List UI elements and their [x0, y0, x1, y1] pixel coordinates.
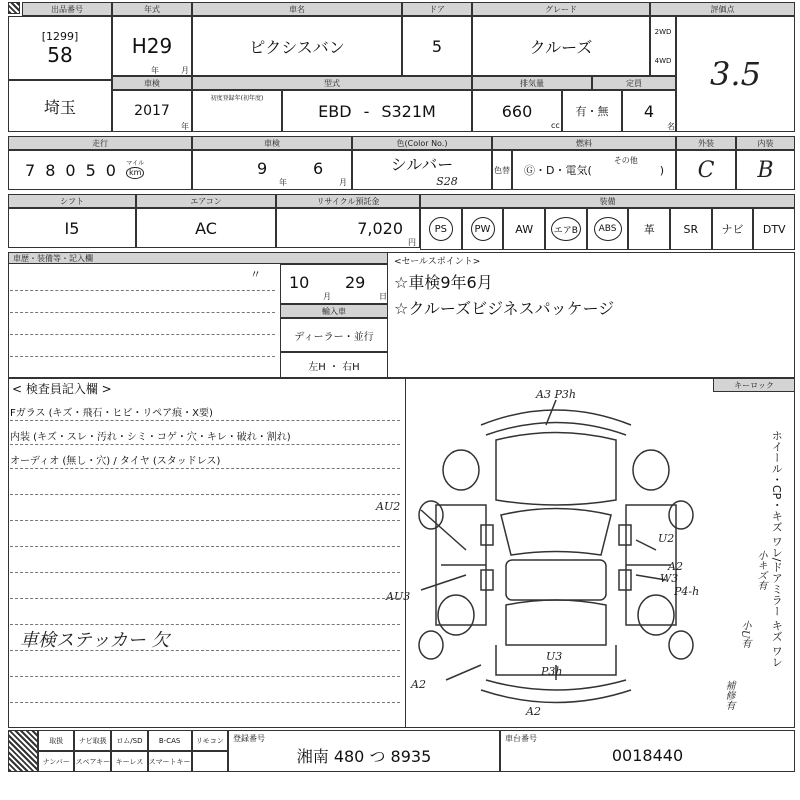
rear-window [506, 600, 606, 645]
exterior-grade: C [697, 157, 715, 183]
recycle-fee: 7,020 [357, 218, 403, 238]
fuel-options: Ⓖ・D・電気( [523, 164, 592, 177]
recycle-cell [276, 208, 420, 248]
inspection-header: 車検 [192, 136, 352, 150]
front-right-wheel [633, 450, 669, 490]
sale-point-2: ☆クルーズビジネスパッケージ [394, 299, 615, 318]
grade-header: グレード [472, 2, 650, 16]
equipment-airbag-label: エアB [551, 217, 581, 241]
inspection-month: 6 [313, 159, 324, 178]
fuel-close: ) [659, 163, 665, 177]
interior-grade: B [757, 157, 774, 183]
mileage-digit-3: 0 [65, 160, 76, 180]
fuel-cell [512, 150, 676, 190]
mileage-header: 走行 [8, 136, 192, 150]
grade: クルーズ [472, 16, 650, 76]
windshield [501, 509, 611, 556]
front-left-wheel [443, 450, 479, 490]
model-code-prefix: EBD [318, 101, 352, 121]
footer-col2-bot: スペアキー [74, 751, 111, 772]
turbo: 有・無 [562, 90, 622, 132]
inspector-rule-6 [10, 546, 400, 547]
equipment-ps [420, 208, 462, 250]
inspector-header: < 検査員記入欄 > [12, 382, 112, 396]
equipment-abs-label: ABS [594, 217, 622, 241]
mark-rear-center-1: U3 [546, 650, 563, 663]
mileage-unit-km: km [126, 167, 144, 179]
car-diagram [376, 388, 712, 726]
inspector-line-1: Fガラス (キズ・飛石・ヒビ・リペア痕・X要) [10, 408, 213, 419]
score-cell [676, 16, 795, 132]
drive-2wd: 2WD [654, 27, 672, 36]
inspector-rule-8 [10, 598, 400, 599]
mark-right-front: U2 [658, 532, 675, 545]
equipment-ps-label: PS [429, 217, 453, 241]
mark-right-rear-3: P4-h [674, 585, 700, 598]
inspection-month-unit: 月 [339, 178, 347, 187]
spare-tire-front [419, 501, 443, 529]
footer-col2-top: ナビ取扱 [74, 730, 111, 751]
model-code-dash: - [363, 101, 370, 121]
color-code: S28 [436, 175, 458, 188]
inspector-line-3: オーディオ (無し・穴) / タイヤ (スタッドレス) [10, 456, 221, 467]
displacement-header: 排気量 [472, 76, 592, 90]
history-line-1 [10, 290, 275, 291]
inspector-rule-1 [10, 420, 400, 421]
footer-qr [8, 730, 38, 772]
mark-left-front: AU2 [376, 500, 401, 513]
mark-right-rear-2: W3 [660, 572, 679, 585]
equipment-airbag [545, 208, 587, 250]
displacement-cell [472, 90, 562, 132]
year-header: 年式 [112, 2, 192, 16]
rear-bumper [486, 680, 626, 690]
doors-header: ドア [402, 2, 472, 16]
first-reg-sub [192, 90, 282, 132]
import-header: 輸入車 [280, 304, 388, 318]
mileage-digit-4: 5 [85, 160, 96, 180]
drive-4wd: 4WD [654, 56, 672, 65]
year-cell [112, 16, 192, 76]
inspection-cell [192, 150, 352, 190]
seats-header: 定員 [592, 76, 676, 90]
reg-month: 10 [289, 273, 310, 292]
mark-rear-left: A2 [411, 678, 426, 691]
chassis-cell [500, 730, 795, 772]
rear-right-wheel [638, 595, 674, 635]
score-header: 評価点 [650, 2, 795, 16]
seats-unit: 名 [667, 122, 675, 131]
displacement-unit: cc [551, 121, 560, 130]
inspector-rule-7 [10, 572, 400, 573]
right-front-door-handle [619, 525, 631, 545]
reg-date-cell [280, 264, 388, 304]
drive-type [650, 16, 676, 76]
footer-col4-bot: スマートキー [148, 751, 192, 772]
history-line-4 [10, 356, 275, 357]
history-header: 車歴・装備等・記入欄 [8, 252, 388, 264]
year-unit: 年 [151, 66, 159, 75]
doors: 5 [402, 16, 472, 76]
inspector-rule-2 [10, 444, 400, 445]
reg-day: 29 [345, 273, 366, 292]
inspector-rule-5 [10, 520, 400, 521]
chassis-header: 車台番号 [505, 734, 537, 743]
fuel-header: 燃料 [492, 136, 676, 150]
equipment-sr: SR [670, 208, 712, 250]
equipment-header: 装備 [420, 194, 795, 208]
plate: 湘南 480 つ 8935 [296, 746, 432, 766]
sale-point-1: ☆車検9年6月 [394, 273, 493, 292]
sale-points-header: <セールスポイント> [394, 257, 481, 267]
lot-header: 出品番号 [22, 2, 112, 16]
footer-col1-top: 取扱 [38, 730, 74, 751]
mileage-digit-2: 8 [45, 160, 56, 180]
dealer: ディーラー・並行 [280, 318, 388, 352]
lane-number: 58 [47, 42, 73, 67]
left-rear-door-handle [481, 570, 493, 590]
footer-col3-bot: キーレス [111, 751, 147, 772]
mark-right-rear-1: A2 [668, 560, 683, 573]
hood [496, 433, 616, 506]
equipment-dtv: DTV [753, 208, 795, 250]
exterior-grade-cell [676, 150, 736, 190]
inspector-rule-11 [10, 676, 400, 677]
history-line-2 [10, 312, 275, 313]
chassis: 0018440 [611, 745, 684, 765]
lot-cell [8, 16, 112, 80]
displacement: 660 [501, 101, 533, 121]
equipment-pw [462, 208, 504, 250]
mark-rear-center-2: P3h [541, 665, 563, 678]
equipment-leather: 革 [628, 208, 670, 250]
interior-grade-cell [736, 150, 795, 190]
rear-left-wheel [438, 595, 474, 635]
shift-header: シフト [8, 194, 136, 208]
recycle-unit: 円 [408, 238, 416, 247]
mark-front: A3 P3h [536, 388, 576, 401]
mileage-unit-mile: マイル [126, 160, 145, 167]
model-year: H29 [131, 34, 173, 58]
mileage-digit-5: 0 [105, 160, 116, 180]
lot-number: [1299] [41, 29, 79, 43]
footer-col1-bot: ナンバー [38, 751, 74, 772]
color-cell [352, 150, 492, 190]
first-reg-cell [112, 90, 192, 132]
recycle-header: リサイクル預託金 [276, 194, 420, 208]
keylock-note-4: 補修有 [723, 680, 734, 710]
footer-col5-top: リモコン [192, 730, 228, 751]
equipment-aw: AW [503, 208, 545, 250]
keylock-notes [722, 430, 783, 725]
ac: AC [136, 208, 276, 248]
inspector-rule-9 [10, 624, 400, 625]
equipment-row [420, 208, 795, 248]
color: シルバー [390, 155, 454, 174]
steering: 左H ・ 右H [280, 352, 388, 378]
keylock-note-1: ホイール・CP・キズ ワレ/ドアミラー キズ ワレ [770, 430, 784, 668]
fuel-other: その他 [613, 156, 638, 165]
inspector-rule-12 [10, 702, 400, 703]
exterior-header: 外装 [676, 136, 736, 150]
first-reg-header: 車検 [112, 76, 192, 90]
mileage-digit-1: 7 [25, 160, 36, 180]
keylock-note-3: 小U有 [739, 620, 750, 649]
model-code-cell [282, 90, 472, 132]
roof [506, 560, 606, 600]
color-change: 色替 [492, 150, 512, 190]
mark-rear-bottom: A2 [526, 705, 541, 718]
inspection-year: 9 [257, 159, 268, 178]
qr-code [8, 2, 20, 14]
right-rear-door-handle [619, 570, 631, 590]
ac-header: エアコン [136, 194, 276, 208]
equipment-abs [587, 208, 629, 250]
equipment-navi: ナビ [712, 208, 754, 250]
reg-month-unit: 月 [323, 292, 331, 301]
color-header: 色(Color No.) [352, 136, 492, 150]
model-code: S321M [381, 101, 436, 121]
mark-left-rear: AU3 [386, 590, 411, 603]
inspector-rule-4 [10, 494, 400, 495]
reg-day-unit: 日 [379, 292, 387, 301]
history-line-3 [10, 334, 275, 335]
mileage-cell [8, 150, 192, 190]
model-name: ピクシスバン [192, 16, 402, 76]
mileage-unit [126, 161, 144, 179]
footer-col5-bot [192, 751, 228, 772]
shift: I5 [8, 208, 136, 248]
inspector-line-2: 内装 (キズ・スレ・汚れ・シミ・コゲ・穴・キレ・破れ・割れ) [10, 432, 291, 443]
seats: 4 [643, 101, 655, 121]
keylock-note-2: 小キズ有 [755, 550, 766, 590]
inspector-rule-3 [10, 468, 400, 469]
plate-header: 登録番号 [233, 734, 265, 743]
model-name-header: 車名 [192, 2, 402, 16]
inspector-handwritten-note: 車検ステッカー 欠 [20, 630, 170, 651]
score-value: 3.5 [710, 55, 761, 93]
inspection-year-unit: 年 [279, 178, 287, 187]
equipment-pw-label: PW [471, 217, 495, 241]
seats-cell [622, 90, 676, 132]
keylock-header: キーロック [713, 378, 795, 392]
footer-grid [38, 730, 228, 772]
plate-cell [228, 730, 500, 772]
footer-col3-top: ロム/SD [111, 730, 147, 751]
footer-col4-top: B-CAS [148, 730, 192, 751]
left-front-door-handle [481, 525, 493, 545]
first-reg-sub-label: 初度登録年(初年度) [210, 95, 264, 102]
region: 埼玉 [8, 80, 112, 132]
first-reg-year: 2017 [134, 103, 170, 119]
month-unit: 月 [181, 66, 189, 75]
history-mark: 〃 [250, 268, 261, 281]
model-code-header: 型式 [192, 76, 472, 90]
interior-header: 内装 [736, 136, 795, 150]
first-reg-year-unit: 年 [181, 122, 189, 131]
